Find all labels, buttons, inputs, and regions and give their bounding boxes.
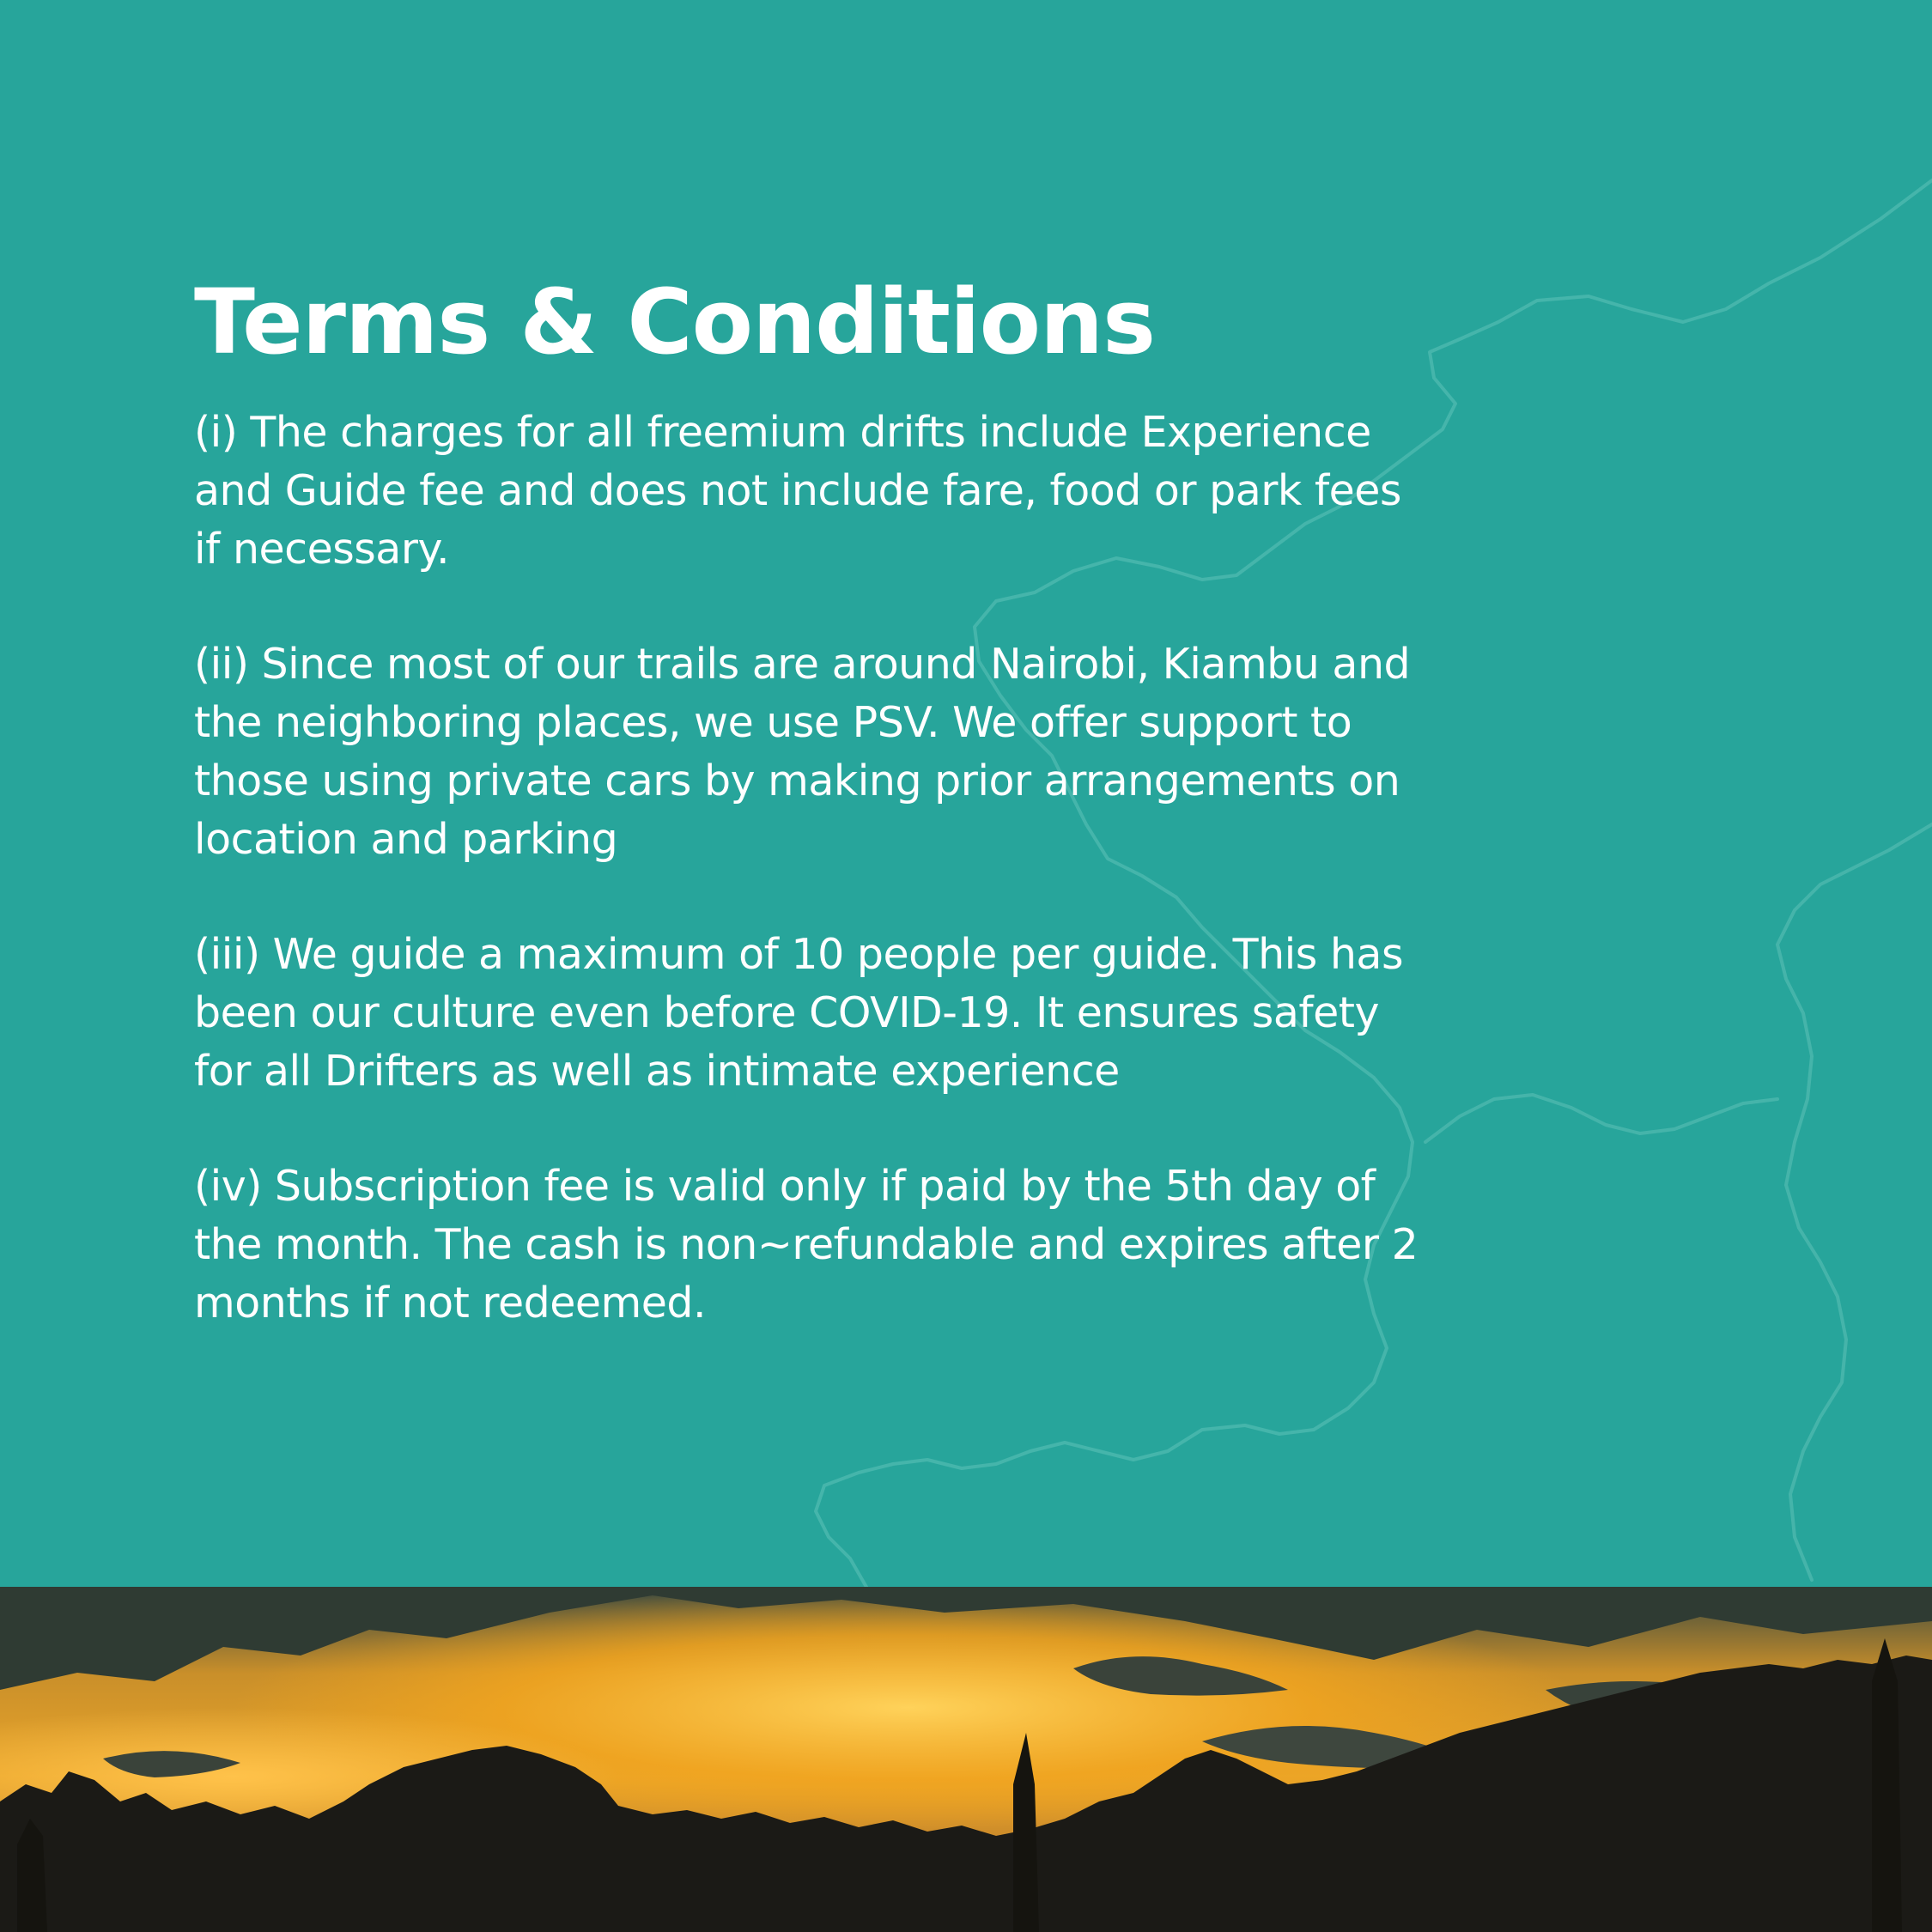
clause-1: (i) The charges for all freemium drifts include Experience and Guide fee and does not include fare, food or park fees if necessary. xyxy=(194,408,1401,574)
sunset-tree-silhouette-image xyxy=(0,1587,1932,1932)
page-title: Terms & Conditions xyxy=(194,270,1155,374)
clause-4: (iv) Subscription fee is valid only if paid by the 5th day of the month. The cash is non~refundable and expires after 2 months if not redeemed. xyxy=(194,1162,1419,1328)
clause-2: (ii) Since most of our trails are around Nairobi, Kiambu and the neighboring places, we use PSV. We offer support to those using private cars by making prior arrangements on location and parking xyxy=(194,640,1411,865)
terms-content xyxy=(194,270,1431,1333)
clause-3: (iii) We guide a maximum of 10 people per guide. This has been our culture even before COVID-19. It ensures safety for all Drifters as well as intimate experience xyxy=(194,930,1403,1097)
